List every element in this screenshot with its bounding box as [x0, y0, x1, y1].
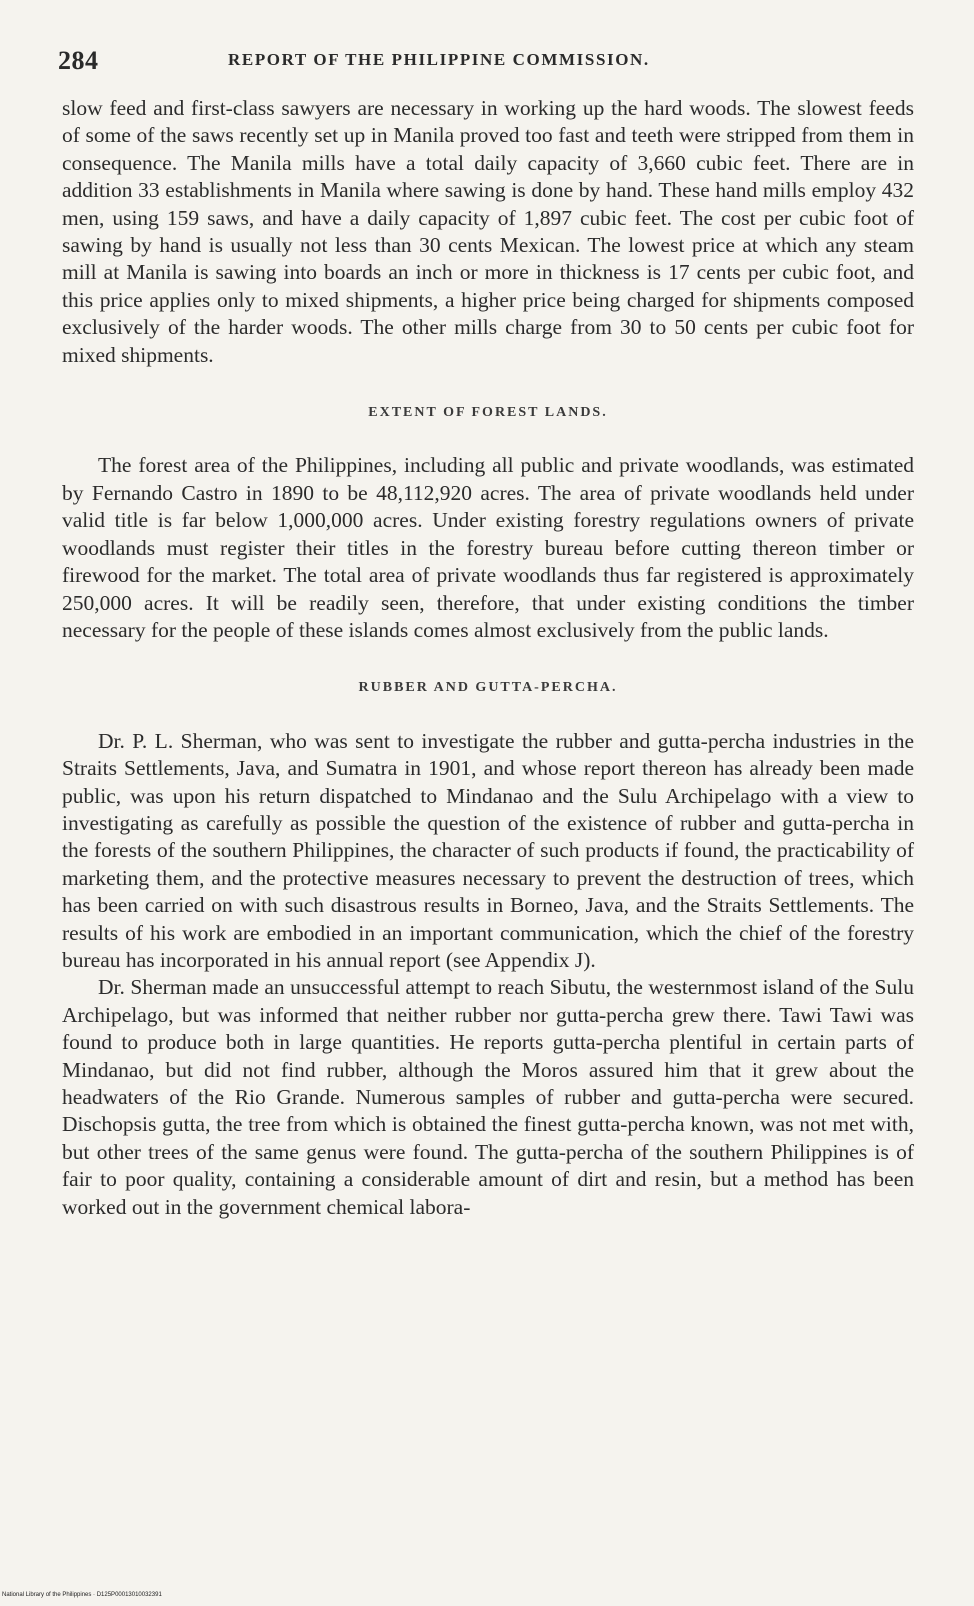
paragraph-sawing-capacity: slow feed and first-class sawyers are necessary in working up the hard woods. The slowest feeds of some of the saws recently set up in Manila proved too fast and teeth were stripped from them in consequence. The Manila mills have a total daily capacity of 3,660 cubic feet. There are in addition 33 establishments in Manila where sawing is done by hand. These hand mills employ 432 men, using 159 saws, and have a daily capacity of 1,897 cubic feet. The cost per cubic foot of sawing by hand is usually not less than 30 cents Mexican. The lowest price at which any steam mill at Manila is sawing into boards an inch or more in thickness is 17 cents per cubic foot, and this price applies only to mixed shipments, a higher price being charged for shipments composed exclusively of the harder woods. The other mills charge from 30 to 50 cents per cubic foot for mixed shipments. — [62, 96, 914, 367]
page-header — [58, 46, 918, 86]
body-text — [62, 95, 914, 1221]
paragraph-forest-area: The forest area of the Philippines, including all public and private woodlands, was estimated by Fernando Castro in 1890 to be 48,112,920 acres. The area of private woodlands held under valid title is far below 1,000,000 acres. Under existing forestry regulations owners of private woodlands must register their titles in the forestry bureau before cutting thereon timber or firewood for the market. The total area of private woodlands thus far registered is approximately 250,000 acres. It will be readily seen, therefore, that under existing conditions the timber necessary for the people of these islands comes almost exclusively from the public lands. — [62, 453, 914, 642]
paragraph-sherman-findings: Dr. Sherman made an unsuccessful attempt to reach Sibutu, the westernmost island of the Sulu Archipelago, but was informed that neither rubber nor gutta-percha grew there. Tawi Tawi was found to produce both in large quantities. He reports gutta-percha plentiful in certain parts of Mindanao, but did not find rubber, although the Moros assured him that it grew about the headwaters of the Rio Grande. Numerous samples of rubber and gutta-percha were secured. Dischopsis gutta, the tree from which is obtained the finest gutta-percha known, was not met with, but other trees of the same genus were found. The gutta-percha of the southern Philippines is of fair to poor quality, containing a considerable amount of dirt and resin, but a method has been worked out in the government chemical labora- — [62, 975, 914, 1219]
running-head: REPORT OF THE PHILIPPINE COMMISSION. — [228, 50, 650, 69]
page-number: 284 — [58, 46, 99, 75]
section-heading-forest-lands: EXTENT OF FOREST LANDS. — [368, 405, 608, 421]
scan-credit: National Library of the Philippines · D125P00013010032391 — [2, 1592, 162, 1598]
paragraph-sherman-investigation: Dr. P. L. Sherman, who was sent to investigate the rubber and gutta-percha industries in the Straits Settlements, Java, and Sumatra in 1901, and whose report thereon has already been made public, was upon his return dispatched to Mindanao and the Sulu Archipelago with a view to investigating as carefully as possible the question of the existence of rubber and gutta-percha in the forests of the southern Philippines, the character of such products if found, the practicability of marketing them, and the protective measures necessary to prevent the destruction of trees, which has been carried on with such disastrous results in Borneo, Java, and the Straits Settlements. The results of his work are embodied in an important communication, which the chief of the forestry bureau has incorporated in his annual report (see Appendix J). — [62, 728, 914, 972]
section-heading-rubber: RUBBER AND GUTTA-PERCHA. — [358, 680, 618, 696]
